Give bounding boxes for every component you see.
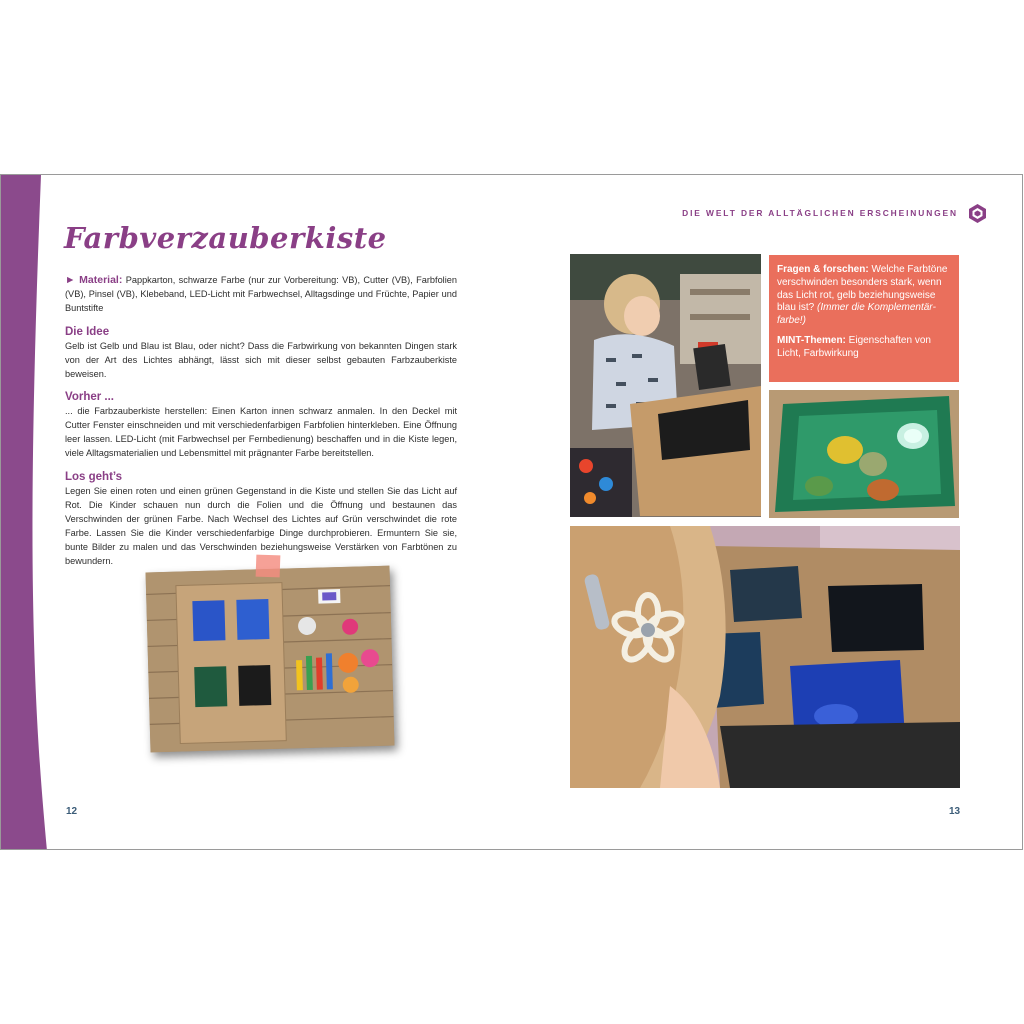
info-question-text: Welche Farbtöne verschwinden besonders stark, wenn das Licht rot, gelb beziehungsweise blau ist? bbox=[777, 264, 948, 314]
page-number-left: 12 bbox=[66, 806, 78, 817]
photo-girl-looking-into-box bbox=[570, 526, 960, 788]
text-column bbox=[65, 274, 457, 569]
material-label: ► Material: bbox=[65, 274, 123, 286]
photo-magic-box-lid bbox=[146, 566, 395, 753]
page-title: Farbverzauberkiste bbox=[64, 221, 387, 255]
section-text-los-gehts: Legen Sie einen roten und einen grünen Gegenstand in die Kiste und stellen Sie das Licht auf Rot. Die Kinder schauen nun durch die Folien und die Öffnung und bestaunen das Verschwinden der grünen Farbe. Nach Wechsel des Lichtes auf Grün verschwindet die rote Farbe. Lassen Sie die Kinder verschiedenfarbige Dinge durchprobieren. Ermuntern Sie sie, bunte Bilder zu malen und das Verschwinden beziehungsweise Verstärken von Farbtönen zu bewundern. bbox=[65, 486, 457, 566]
info-question bbox=[777, 264, 951, 328]
info-box-fragen-forschen bbox=[769, 255, 959, 382]
gem-icon bbox=[967, 203, 988, 224]
material-paragraph bbox=[65, 274, 457, 316]
info-question-label: Fragen & forschen: bbox=[777, 264, 869, 275]
section-heading-idee: Die Idee bbox=[65, 325, 110, 338]
section-heading-vorher: Vorher ... bbox=[65, 391, 114, 404]
book-spread bbox=[0, 174, 1023, 850]
section-text-idee: Gelb ist Gelb und Blau ist Blau, oder nicht? Dass die Farbwirkung von bekannten Dingen stark von der Art des Lichtes abhängt, lässt sich mit dieser selbst gebauten Farbzauberkiste beweisen. bbox=[65, 340, 457, 379]
info-question-note: (Immer die Komplementärfarbe!) bbox=[777, 302, 936, 327]
material-text: Pappkarton, schwarze Farbe (nur zur Vorbereitung: VB), Cutter (VB), Farbfolien (VB), Pinsel (VB), Klebeband, LED-Licht mit Farbwechsel, Alltagsdinge und Früchte, Papier und Buntstifte bbox=[65, 275, 457, 313]
tape-strip bbox=[256, 555, 281, 578]
info-mint bbox=[777, 335, 951, 361]
running-header: DIE WELT DER ALLTÄGLICHEN ERSCHEINUNGEN bbox=[682, 208, 958, 218]
purple-side-band bbox=[1, 175, 61, 850]
info-mint-text: Eigenschaften von Licht, Farbwirkung bbox=[777, 334, 931, 359]
info-mint-label: MINT-Themen: bbox=[777, 334, 846, 346]
section-text-vorher: ... die Farbzauberkiste herstellen: Einen Karton innen schwarz anmalen. In den Deckel mit Cutter Fenster einschneiden und mit verschiedenfarbigen Farbfolien hinterkleben. Eine Öffnung leer lassen. LED-Licht (mit Farbwechsel per Fernbedienung) beschaffen und in die Kiste legen, viele Alltagsmaterialien und Lebensmittel mit prägnanter Farbe bereitstellen. bbox=[65, 406, 457, 459]
section-heading-los-gehts: Los geht’s bbox=[65, 471, 123, 484]
photo-child-at-box bbox=[570, 254, 761, 517]
photo-box-interior bbox=[769, 390, 959, 518]
page-number-right: 13 bbox=[949, 806, 961, 817]
